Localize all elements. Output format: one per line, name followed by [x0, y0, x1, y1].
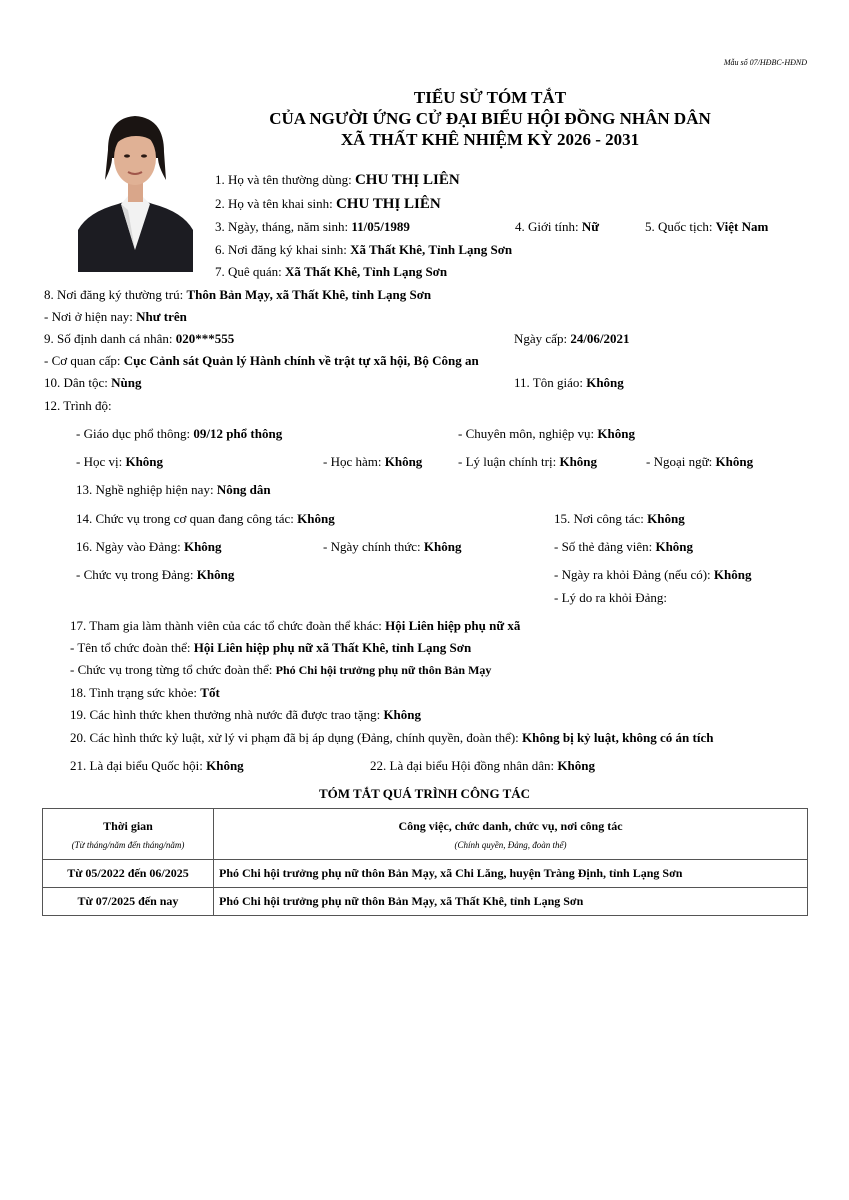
label: 6. Nơi đăng ký khai sinh: [215, 242, 351, 257]
label: - Chức vụ trong từng tổ chức đoàn thể: [70, 662, 276, 677]
value: Không [557, 758, 595, 773]
label: - Học hàm: [323, 454, 385, 469]
label: - Chuyên môn, nghiệp vụ: [458, 426, 598, 441]
field-awards [70, 707, 421, 723]
value: Không [383, 707, 422, 722]
label: - Ngày chính thức: [323, 539, 424, 554]
table-header-row [43, 809, 808, 860]
value: Hội Liên hiệp phụ nữ xã [385, 618, 521, 633]
field-occupation [76, 482, 271, 498]
table-row [43, 860, 808, 888]
document-subtitle: CỦA NGƯỜI ỨNG CỬ ĐẠI BIỂU HỘI ĐỒNG NHÂN DÂN [269, 109, 711, 128]
header-note: (Từ tháng/năm đến tháng/năm) [71, 839, 185, 850]
label: - Ngoại ngữ: [646, 454, 716, 469]
value: 020***555 [175, 331, 235, 346]
value: CHU THỊ LIÊN [335, 196, 441, 212]
label: 21. Là đại biểu Quốc hội: [70, 758, 207, 773]
label: - Nơi ở hiện nay: [44, 309, 137, 324]
field-religion [514, 375, 624, 391]
field-health [70, 685, 220, 701]
field-academic-degree [76, 454, 163, 470]
document-term: XÃ THẤT KHÊ NHIỆM KỲ 2026 - 2031 [340, 130, 640, 149]
field-official-date [323, 539, 462, 555]
value: Không [206, 758, 244, 773]
label: 3. Ngày, tháng, năm sinh: [215, 219, 352, 234]
label: 19. Các hình thức khen thưởng nhà nước đã được trao tặng: [70, 707, 384, 722]
field-issue-date [514, 331, 630, 347]
value: Hội Liên hiệp phụ nữ xã Thất Khê, tỉnh Lạng Sơn [193, 640, 472, 655]
field-education-heading: 12. Trình độ: [44, 398, 112, 413]
field-gender [515, 219, 599, 235]
value: Không [715, 454, 754, 469]
label: 5. Quốc tịch: [645, 219, 716, 234]
value: Nữ [581, 219, 600, 234]
value: 24/06/2021 [570, 331, 630, 346]
label: - Số thẻ đảng viên: [554, 539, 656, 554]
value: Tốt [200, 685, 220, 700]
field-specialty [458, 426, 635, 442]
field-birth-date [215, 219, 410, 235]
field-common-name [215, 172, 460, 189]
field-foreign-language [646, 454, 753, 470]
header-label: Công việc, chức danh, chức vụ, nơi công tác [398, 818, 623, 833]
label: 8. Nơi đăng ký thường trú: [44, 287, 187, 302]
description-cell: Phó Chi hội trưởng phụ nữ thôn Bản Mạy, xã Chi Lăng, huyện Tràng Định, tỉnh Lạng Sơn [214, 860, 808, 888]
field-academic-title [323, 454, 422, 470]
value: 11/05/1989 [351, 219, 410, 234]
value: Nùng [111, 375, 142, 390]
label: 4. Giới tính: [515, 219, 582, 234]
label: 2. Họ và tên khai sinh: [215, 196, 336, 211]
field-permanent-residence [44, 287, 431, 303]
value: Xã Thất Khê, Tỉnh Lạng Sơn [350, 242, 513, 257]
column-header-period [43, 809, 214, 860]
field-party-join-date [76, 539, 222, 555]
value: Không [384, 454, 423, 469]
candidate-photo [78, 100, 193, 272]
label: 20. Các hình thức kỷ luật, xử lý vi phạm đã bị áp dụng (Đảng, chính quyền, đoàn thể): [70, 730, 523, 745]
label: 14. Chức vụ trong cơ quan đang công tác: [76, 511, 298, 526]
field-party-position [76, 567, 234, 583]
document-title: TIỂU SỬ TÓM TẮT [413, 88, 567, 107]
field-party-leave-reason: - Lý do ra khỏi Đảng: [554, 590, 668, 605]
field-party-card [554, 539, 693, 555]
label: 1. Họ và tên thường dùng: [215, 172, 355, 187]
period-cell: Từ 05/2022 đến 06/2025 [43, 860, 214, 888]
value: Không [586, 375, 624, 390]
field-political-theory [458, 454, 597, 470]
field-organization-position [70, 662, 491, 678]
label: Ngày cấp: [514, 331, 571, 346]
value: Không [423, 539, 462, 554]
label: 16. Ngày vào Đảng: [76, 539, 184, 554]
value: Xã Thất Khê, Tỉnh Lạng Sơn [285, 264, 448, 279]
field-ethnicity [44, 375, 142, 391]
field-issuing-agency [44, 353, 479, 369]
field-national-assembly-deputy [70, 758, 244, 774]
field-position [76, 511, 335, 527]
field-birth-registration [215, 242, 512, 258]
label: - Học vị: [76, 454, 126, 469]
label: - Cơ quan cấp: [44, 353, 124, 368]
value: Không bị kỷ luật, không có án tích [522, 730, 714, 745]
work-history-table [42, 808, 808, 916]
label: 7. Quê quán: [215, 264, 286, 279]
value: Không [183, 539, 222, 554]
header-label: Thời gian [103, 818, 153, 833]
field-council-deputy [370, 758, 595, 774]
table-row [43, 888, 808, 916]
portrait-image [78, 100, 193, 272]
value: CHU THỊ LIÊN [354, 172, 460, 188]
value: Phó Chi hội trưởng phụ nữ thôn Bản Mạy [275, 663, 492, 677]
value: Không [297, 511, 335, 526]
label: 9. Số định danh cá nhân: [44, 331, 176, 346]
field-workplace [554, 511, 685, 527]
description-cell: Phó Chi hội trưởng phụ nữ thôn Bản Mạy, xã Thất Khê, tỉnh Lạng Sơn [214, 888, 808, 916]
label: 22. Là đại biểu Hội đồng nhân dân: [370, 758, 558, 773]
field-party-leave-date [554, 567, 752, 583]
field-general-education [76, 426, 282, 442]
label: 15. Nơi công tác: [554, 511, 648, 526]
value: Không [597, 426, 635, 441]
label: - Ngày ra khỏi Đảng (nếu có): [554, 567, 714, 582]
field-hometown [215, 264, 447, 280]
column-header-description [214, 809, 808, 860]
value: Không [196, 567, 235, 582]
value: Không [125, 454, 164, 469]
value: Không [647, 511, 685, 526]
label: - Giáo dục phổ thông: [76, 426, 194, 441]
value: Cục Cảnh sát Quản lý Hành chính về trật tự xã hội, Bộ Công an [123, 353, 479, 368]
label: 18. Tình trạng sức khỏe: [70, 685, 201, 700]
value: Việt Nam [715, 219, 769, 234]
label: - Chức vụ trong Đảng: [76, 567, 197, 582]
label: 10. Dân tộc: [44, 375, 112, 390]
label: 13. Nghề nghiệp hiện nay: [76, 482, 217, 497]
value: Không [655, 539, 694, 554]
form-number: Mẫu số 07/HĐBC-HĐND [723, 58, 807, 67]
header-note: (Chính quyền, Đảng, đoàn thể) [454, 839, 567, 850]
field-organization-name [70, 640, 471, 656]
value: Không [713, 567, 752, 582]
period-cell: Từ 07/2025 đến nay [43, 888, 214, 916]
value: 09/12 phổ thông [193, 426, 283, 441]
value: Thôn Bản Mạy, xã Thất Khê, tỉnh Lạng Sơn [186, 287, 432, 302]
field-nationality [645, 219, 768, 235]
label: - Tên tổ chức đoàn thể: [70, 640, 194, 655]
label: - Lý luận chính trị: [458, 454, 560, 469]
field-organization-membership [70, 618, 520, 634]
field-personal-id [44, 331, 234, 347]
value: Không [559, 454, 598, 469]
field-current-residence [44, 309, 187, 325]
work-history-title: TÓM TẮT QUÁ TRÌNH CÔNG TÁC [318, 786, 531, 801]
value: Như trên [136, 309, 187, 324]
label: 11. Tôn giáo: [514, 375, 587, 390]
field-birth-name [215, 196, 441, 213]
field-discipline [70, 730, 713, 746]
label: 17. Tham gia làm thành viên của các tổ chức đoàn thể khác: [70, 618, 386, 633]
value: Nông dân [216, 482, 271, 497]
